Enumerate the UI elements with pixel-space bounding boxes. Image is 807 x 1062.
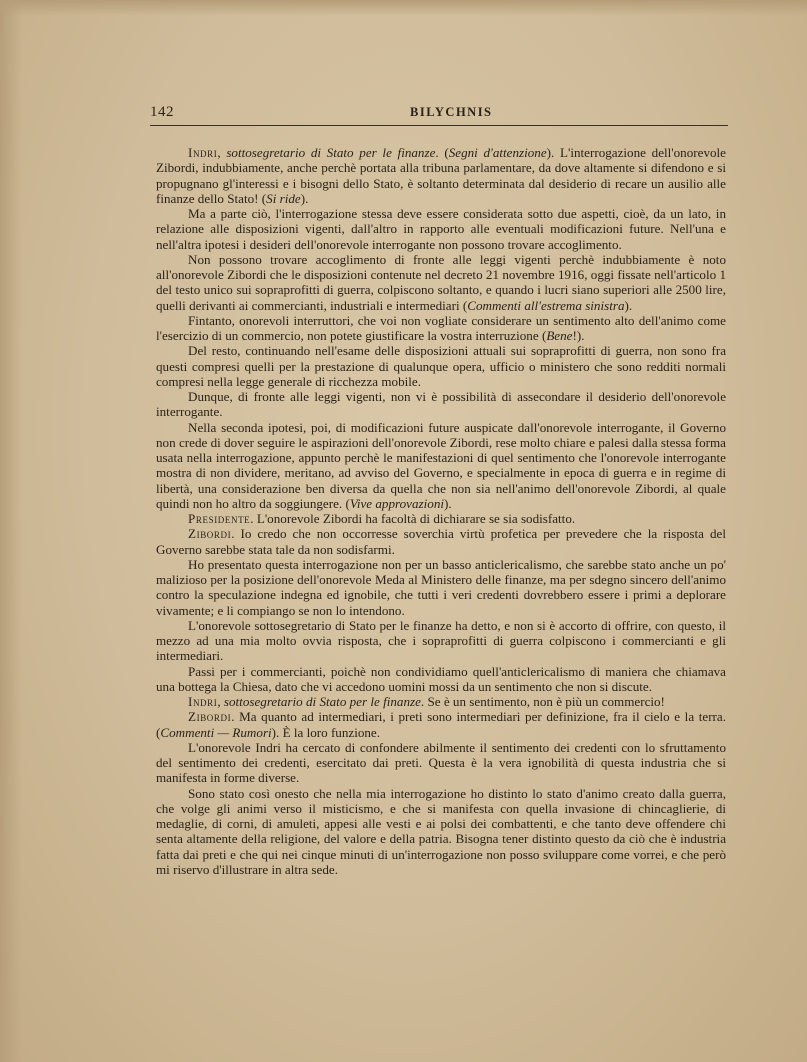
italic-text: Si ride bbox=[266, 190, 301, 206]
text-run: Del resto, continuando nell'esame delle disposizioni attuali sui sopraprofitti di guerra, non sono fra questi compresi quelli per la prestazione di qualunque opera, ufficio o ministero che sono redditi normali compresi nella legge generale di ricchezza mobile. bbox=[156, 343, 726, 389]
italic-text: Commenti — Rumori bbox=[160, 724, 272, 740]
speaker-name: Presidente bbox=[188, 511, 251, 526]
italic-text: Segni d'attenzione bbox=[448, 145, 547, 160]
body-text bbox=[156, 145, 726, 877]
text-run: , bbox=[217, 694, 224, 709]
paragraph bbox=[156, 252, 726, 313]
running-head: BILYCHNIS bbox=[410, 105, 493, 119]
paragraph bbox=[156, 145, 726, 206]
paragraph bbox=[156, 420, 726, 512]
paragraph bbox=[156, 313, 726, 344]
text-run: Non possono trovare accoglimento di fronte alle leggi vigenti perchè indubbiamente è noto all'onorevole Zibordi che le disposizioni contenute nel decreto 21 novembre 1916, oggi fissate nell'articolo 1 del testo unico sui sopraprofitti di guerra, colpiscono soltanto, e quando i lucri siano superiori alle 2500 lire, quelli derivanti ai commercianti, industriali e intermediari ( bbox=[156, 251, 726, 313]
text-run: ). bbox=[444, 495, 452, 511]
text-run: L'onorevole sottosegretario di Stato per le finanze ha detto, e non si è accorto di offrire, con questo, il mezzo ad una mia molto ovvia risposta, che i sopraprofitti di guerra colpiscono i commercianti e gli intermediari. bbox=[156, 617, 726, 664]
speaker-name: Indri bbox=[188, 145, 218, 160]
paragraph bbox=[156, 557, 726, 618]
page-header bbox=[150, 104, 728, 124]
text-run: . Io credo che non occorresse soverchia virtù profetica per prevedere che la risposta del Governo sarebbe stata tale da non sodisfarmi. bbox=[156, 526, 726, 557]
text-run: . L'onorevole Zibordi ha facoltà di dichiarare se sia sodisfatto. bbox=[250, 511, 576, 526]
paragraph bbox=[156, 389, 726, 420]
text-run: L'onorevole Indri ha cercato di confondere abilmente il sentimento dei credenti con lo sfruttamento del sentimento dei credenti, esercitato dai preti. Questa è la vera ignobilità di questa industria che si manifesta in forme diverse. bbox=[156, 739, 726, 786]
paragraph bbox=[156, 740, 726, 786]
paragraph bbox=[156, 786, 726, 878]
text-run: . Se è un sentimento, non è più un commercio! bbox=[420, 694, 665, 709]
text-run: !). bbox=[572, 328, 585, 343]
text-run: Ma a parte ciò, l'interrogazione stessa deve essere considerata sotto due aspetti, cioè, da un lato, in relazione alle disposizioni vigenti, dall'altro in rapporto alle eventuali modificazioni future. Nell'una e nell'altra ipotesi i desideri dell'onorevole interrogante non possono trovare accoglimento. bbox=[156, 206, 726, 252]
speaker-name: Zibordi bbox=[188, 709, 232, 725]
speaker-name: Zibordi bbox=[188, 526, 232, 542]
text-run: Sono stato così onesto che nella mia interrogazione ho distinto lo stato d'animo creato dalla guerra, che volge gli animi verso il misticismo, e che si manifesta con quella invasione di chincaglierie, di medaglie, di corni, di amuleti, appesi alle vesti e ai polsi dei combattenti, e che tanto deve offendere chi senta altamente della religione, del valore e della patria. Bisogna tener distinto questo da ciò che è industria fatta dai preti e che qui nei cinque minuti di un'interrogazione non posso sviluppare come vorrei, e che però mi riservo d'illustrare in altra sede. bbox=[156, 785, 726, 877]
text-run: ). bbox=[300, 190, 309, 206]
paragraph bbox=[156, 526, 726, 557]
paragraph bbox=[156, 618, 726, 664]
paragraph bbox=[156, 664, 726, 695]
text-run: Ho presentato questa interrogazione non per un basso anticlericalismo, che sarebbe stato anche un po' malizioso per la posizione dell'onorevole Meda al Ministero delle finanze, ma per sdegno sincero dell'animo contro la speculazione indegna ed ignobile, che tutti i veri credenti dovrebbero essere i primi a deplorare vivamente; e li compiango se non lo intendono. bbox=[156, 556, 726, 618]
text-run: Passi per i commercianti, poichè non condividiamo quell'anticlericalismo di maniera che chiamava una bottega la Chiesa, dato che vi accedono uomini mossi da un sentimento che non si discute. bbox=[156, 663, 726, 694]
italic-text: Bene bbox=[546, 328, 573, 343]
paragraph bbox=[156, 694, 726, 709]
text-run: ). bbox=[624, 297, 633, 313]
page-top-edge bbox=[0, 0, 807, 16]
page-number: 142 bbox=[150, 104, 174, 120]
text-run: . Ma quanto ad intermediari, i preti sono intermediari per definizione, fra il cielo e la terra. ( bbox=[156, 709, 726, 740]
italic-text: Vive approvazioni bbox=[349, 495, 445, 511]
paragraph bbox=[156, 511, 726, 526]
paragraph bbox=[156, 206, 726, 252]
italic-text: sottosegretario di Stato per le finanze bbox=[226, 145, 436, 160]
speaker-name: Indri bbox=[188, 694, 218, 709]
page-binding-edge bbox=[0, 0, 22, 1062]
italic-text: sottosegretario di Stato per le finanze bbox=[223, 694, 421, 709]
text-run: Dunque, di fronte alle leggi vigenti, non vi è possibilità di assecondare il desiderio dell'onorevole interrogante. bbox=[156, 389, 726, 420]
header-rule bbox=[150, 125, 728, 126]
text-run: ). L'interrogazione dell'onorevole Zibordi, indubbiamente, anche perchè portata alla tribuna parlamentare, da dove altamente si difendono e si propugnano gl'interessi e i bisogni dello Stato, è soltanto determinata dal desiderio di recare un ausilio alle finanze dello Stato! ( bbox=[156, 145, 726, 206]
text-run: Nella seconda ipotesi, poi, di modificazioni future auspicate dall'onorevole interrogante, il Governo non crede di dover seguire le aspirazioni dell'onorevole Zibordi, rese molto chiare e palesi dalla stessa forma usata nella interrogazione, appunto perchè le manifestazioni di quel sentimento che l'onorevole interrogante mostra di non dividere, meritano, ad avviso del Governo, e specialmente in epoca di guerra e in regime di libertà, una considerazione ben diversa da quella che non sia nell'animo dell'onorevole Zibordi, al quale quindi non ho altro da soggiungere. ( bbox=[156, 419, 726, 511]
paragraph bbox=[156, 343, 726, 389]
paragraph bbox=[156, 709, 726, 740]
text-run: Fintanto, onorevoli interruttori, che voi non vogliate considerare un sentimento alto dell'animo come l'esercizio di un commercio, non potete giustificare la vostra interruzione ( bbox=[156, 312, 726, 343]
text-run: , bbox=[217, 145, 227, 160]
text-run: ). È la loro funzione. bbox=[271, 724, 381, 740]
text-run: . ( bbox=[435, 145, 449, 160]
italic-text: Commenti all'estrema sinistra bbox=[467, 297, 625, 313]
